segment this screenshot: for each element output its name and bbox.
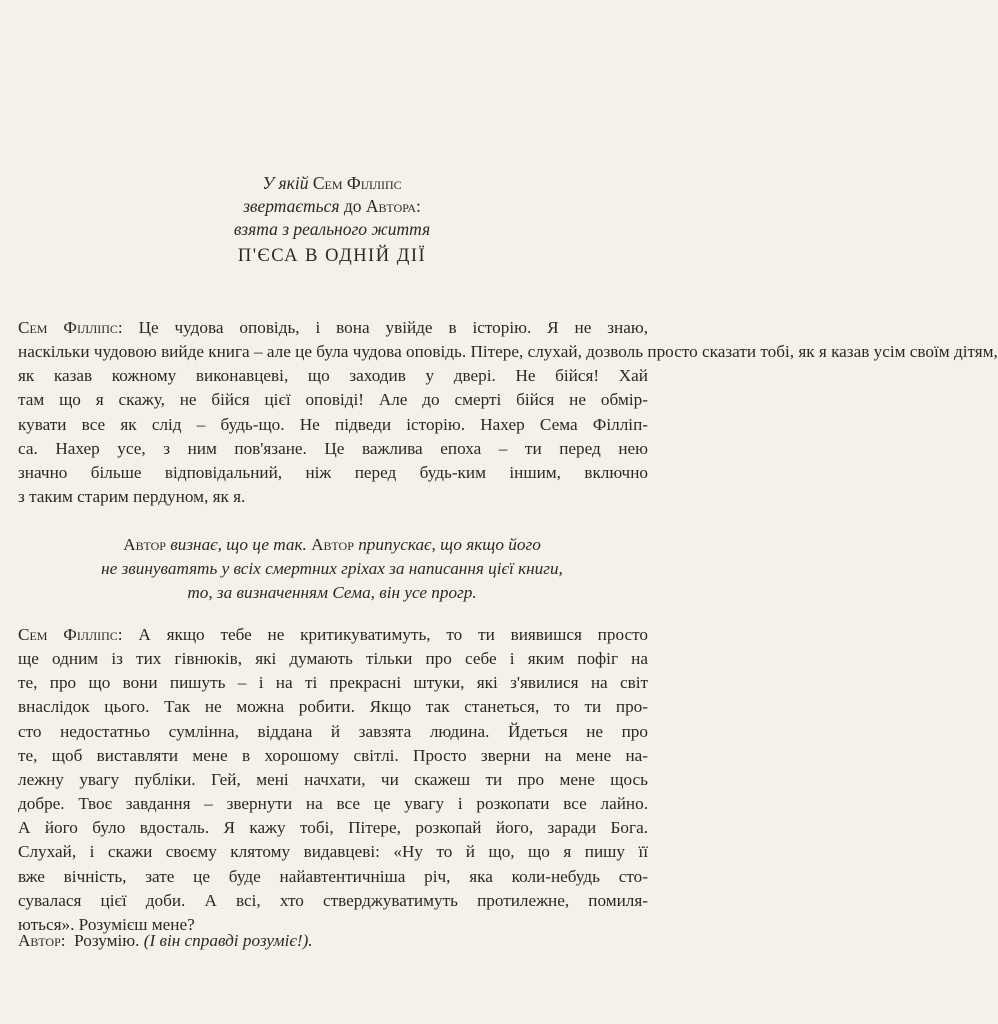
speech1-line: наскільки чудовою вийде книга – але це була чудова оповідь. Пітере, слухай, дозволь просто сказати тобі, як я казав усім своїм дітям, (18, 342, 998, 362)
speech2-line: те, про що вони пишуть – і на ті прекрасні штуки, які з'явилися на світ (18, 673, 648, 693)
speaker-label: Автор: (18, 931, 66, 950)
author-reply (18, 929, 648, 953)
heading-line-3: взята з реального життя (233, 219, 431, 239)
speech1-line: значно більше відповідальний, ніж перед будь-ким іншим, включно (18, 462, 648, 482)
reply-aside: (І він справді розуміє!). (143, 931, 313, 950)
stage-line-2: не звинуватять у всіх смертних гріхах за написання цієї книги, (101, 559, 563, 578)
heading-line-2-post: Автора: (365, 196, 421, 216)
speech2-line: лежну увагу публіки. Гей, мені начхати, чи скажеш ти про мене щось (18, 769, 648, 789)
speech2-line: внаслідок цього. Так не можна робити. Якщо так станеться, то ти про- (18, 697, 648, 717)
speech-sam-phillips-2 (18, 623, 648, 937)
speech2-line: А його було вдосталь. Я кажу тобі, Пітере, розкопай його, заради Бога. (18, 818, 648, 838)
reply-line (18, 929, 648, 953)
speech-sam-phillips-1 (18, 316, 998, 509)
heading-line-1 (0, 172, 664, 195)
speech2-line: ще одним із тих гівнюків, які думають тільки про себе і яким пофіг на (18, 649, 648, 669)
heading-line-1-post: Сем Філліпс (312, 173, 402, 193)
speaker-label: Сем Філліпс: (18, 318, 123, 337)
speech2-line: ються». Розумієш мене? (18, 914, 195, 934)
heading-line-1-pre: У якій (262, 173, 309, 193)
stage-direction (0, 533, 664, 605)
heading-line-2 (0, 195, 664, 218)
speech1-line: са. Нахер усе, з ним пов'язане. Це важлива епоха – ти перед нею (18, 438, 648, 458)
speech1-line: як казав кожному виконавцеві, що заходив у двері. Не бійся! Хай (18, 366, 648, 386)
heading-line-2-mid: до (343, 196, 362, 216)
speech2-line: те, щоб виставляти мене в хорошому світлі. Просто зверни на мене на- (18, 745, 648, 765)
speech1-line: кувати все як слід – будь-що. Не підведи історію. Нахер Сема Філліп- (18, 414, 648, 434)
speech1-line: там що я скажу, не бійся цієї оповіді! Але до смерті бійся не обмір- (18, 390, 648, 410)
speech2-line: Сем Філліпс: А якщо тебе не критикуватимуть, то ти виявишся просто (18, 625, 648, 644)
stage-line-1: Автор визнає, що це так. Автор припускає, що якщо його (123, 535, 541, 554)
speech1-line: з таким старим пердуном, як я. (18, 487, 246, 507)
speech1-line: Сем Філліпс: Це чудова оповідь, і вона увійде в історію. Я не знаю, (18, 318, 649, 337)
heading-line-2-pre: звертається (243, 196, 340, 216)
chapter-heading (0, 172, 664, 241)
speech2-line: Слухай, і скажи своєму клятому видавцеві: «Ну то й що, що я пишу її (18, 842, 648, 862)
reply-text: Розумію. (74, 931, 140, 950)
play-title: П'ЄСА В ОДНІЙ ДІЇ (237, 246, 427, 266)
stage-line-3: то, за визначенням Сема, він усе прогр. (187, 583, 477, 602)
speech2-line: сувалася цієї доби. А всі, хто стверджуватимуть протилежне, помиля- (18, 890, 648, 910)
speech2-line: вже вічність, зате це буде найавтентичніша річ, яка коли-небудь сто- (18, 866, 648, 886)
speaker-label: Сем Філліпс: (18, 625, 123, 644)
speech2-line: сто недостатньо сумлінна, віддана й завзята людина. Йдеться не про (18, 721, 648, 741)
speech2-line: добре. Твоє завдання – звернути на все це увагу і розкопати все лайно. (18, 794, 648, 814)
